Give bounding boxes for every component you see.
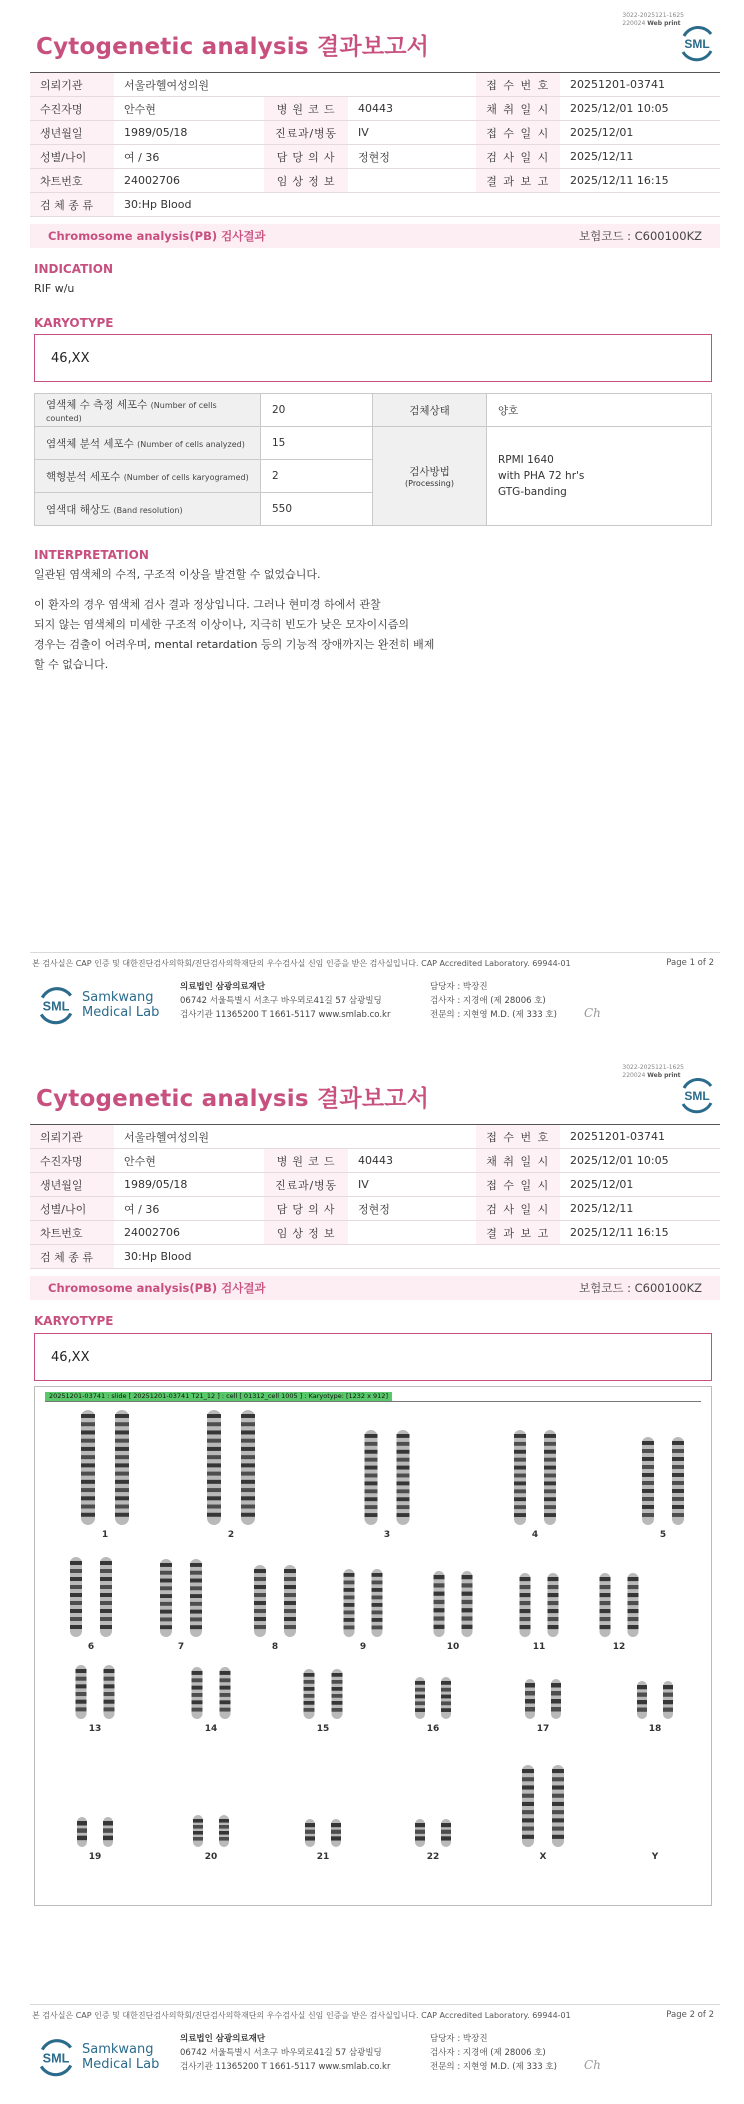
svg-text:SML: SML (684, 37, 710, 51)
chromosome-label: 20 (204, 1852, 218, 1862)
karyotype-box (34, 1333, 712, 1381)
chromosome-14 (220, 1667, 231, 1719)
karyogram-chromosomes (35, 1387, 711, 1905)
chromosome-7 (160, 1559, 172, 1637)
sml-logo-icon (36, 2037, 76, 2077)
chromosome-3 (397, 1430, 410, 1525)
patient-row: 검 체 종 류 30:Hp Blood (30, 1245, 720, 1269)
chromosome-5 (672, 1437, 684, 1525)
chromosome-label: 12 (612, 1642, 626, 1652)
chromosome-label: 10 (446, 1642, 460, 1652)
karyotype-value: 46,XX (51, 350, 90, 366)
sml-logo-icon (678, 24, 716, 62)
chromosome-10 (434, 1571, 445, 1637)
chromosome-6 (70, 1557, 82, 1637)
chromosome-label: X (539, 1852, 547, 1862)
print-code: 3022-2025121-1625 220024 Web print (622, 1064, 684, 1079)
patient-info-table (30, 72, 720, 217)
chromosome-12 (628, 1573, 639, 1637)
svg-text:SML: SML (684, 1089, 710, 1103)
page-number: Page 2 of 2 (666, 2010, 714, 2020)
chromosome-19 (77, 1817, 87, 1847)
chromosome-17 (525, 1679, 535, 1719)
chromosome-2 (207, 1410, 221, 1525)
interpretation-text: 일관된 염색체의 수적, 구조적 이상을 발견할 수 없었습니다. 이 환자의 경우 염색체 검사 결과 정상입니다. 그러나 현미경 하에서 관찰 되지 않는 염색체의 미세한 구조적 이상이나, 지극히 빈도가 낮은 모자이시즘의 경우는 검출이 어려우며, mental retardation 등의 기능적 장애까지는 완전히 배제 할 수 없습니다. (34, 568, 435, 671)
chromosome-6 (100, 1557, 112, 1637)
chromosome-13 (104, 1665, 115, 1719)
chromosome-label: 14 (204, 1724, 218, 1734)
samkwang-logo: SML Samkwang Medical Lab (36, 2032, 166, 2082)
patient-row: 수진자명 안수현 병 원 코 드 40443 채 취 일 시 2025/12/01 10:05 (30, 1149, 720, 1173)
section-bar: Chromosome analysis(PB) 검사결과 보험코드 : C600100KZ (30, 224, 720, 248)
chromosome-X (522, 1765, 534, 1847)
chromosome-1 (81, 1410, 95, 1525)
chromosome-21 (305, 1819, 315, 1847)
chromosome-label: 22 (426, 1852, 440, 1862)
chromosome-label: 11 (532, 1642, 546, 1652)
chromosome-label: Y (651, 1852, 659, 1862)
chromosome-10 (462, 1571, 473, 1637)
chromosome-label: 8 (271, 1642, 279, 1652)
print-code: 3022-2025121-1625 220024 Web print (622, 12, 684, 27)
chromosome-18 (663, 1681, 673, 1719)
chromosome-11 (520, 1573, 531, 1637)
patient-row: 생년월일 1989/05/18 진료과/병동 IV 접 수 일 시 2025/12/01 (30, 1173, 720, 1197)
patient-info-table (30, 1124, 720, 1269)
section-bar: Chromosome analysis(PB) 검사결과 보험코드 : C600100KZ (30, 1276, 720, 1300)
chromosome-5 (642, 1437, 654, 1525)
karyotype-heading: KARYOTYPE (34, 316, 114, 330)
chromosome-16 (441, 1677, 451, 1719)
interpretation-heading: INTERPRETATION (34, 548, 149, 562)
chromosome-label: 13 (88, 1724, 102, 1734)
patient-row: 차트번호 24002706 임 상 정 보 결 과 보 고 2025/12/11 16:15 (30, 169, 720, 193)
chromosome-label: 16 (426, 1724, 440, 1734)
chromosome-11 (548, 1573, 559, 1637)
footer-info: 의료법인 삼광의료재단 06742 서울특별시 서초구 바우뫼로41길 57 삼광빌딩 검사기관 11365200 T 1661-5117 www.smlab.co.kr (180, 2034, 391, 2072)
chromosome-3 (365, 1430, 378, 1525)
chromosome-label: 21 (316, 1852, 330, 1862)
karyogram-image (34, 1386, 712, 1906)
chromosome-1 (115, 1410, 129, 1525)
chromosome-label: 4 (531, 1530, 539, 1540)
footer-divider (30, 2004, 720, 2005)
footer-staff: 담당자 : 박장진 검사자 : 지경애 (제 28006 호) 전문의 : 지현영 M.D. (제 333 호) (430, 982, 557, 1020)
patient-row: 성별/나이 여 / 36 담 당 의 사 정현정 검 사 일 시 2025/12/11 (30, 1197, 720, 1221)
chromosome-label: 3 (383, 1530, 391, 1540)
karyogram-header: 20251201-03741 : slide [ 20251201-03741 T21_12 ] : cell [ 01312_cell 1005 ] : Karyotype: [1232 x 912] (45, 1392, 392, 1401)
chromosome-12 (600, 1573, 611, 1637)
report-title: Cytogenetic analysis 결과보고서 (36, 1086, 430, 1112)
chromosome-21 (331, 1819, 341, 1847)
chromosome-7 (190, 1559, 202, 1637)
patient-row: 의뢰기관 서울라헬여성의원 접 수 번 호 20251201-03741 (30, 73, 720, 97)
page-number: Page 1 of 2 (666, 958, 714, 968)
chromosome-20 (219, 1815, 229, 1847)
indication-text: RIF w/u (34, 282, 75, 295)
chromosome-14 (192, 1667, 203, 1719)
chromosome-8 (284, 1565, 296, 1637)
karyotype-box (34, 334, 712, 382)
chromosome-18 (637, 1681, 647, 1719)
chromosome-label: 2 (227, 1530, 235, 1540)
chromosome-label: 7 (177, 1642, 185, 1652)
svg-text:SML: SML (42, 2051, 70, 2066)
karyotype-heading: KARYOTYPE (34, 1314, 114, 1328)
chromosome-label: 19 (88, 1852, 102, 1862)
signature: Ch (584, 2058, 601, 2072)
chromosome-22 (415, 1819, 425, 1847)
report-title: Cytogenetic analysis 결과보고서 (36, 34, 430, 60)
chromosome-17 (551, 1679, 561, 1719)
chromosome-4 (544, 1430, 556, 1525)
samkwang-logo: SML Samkwang Medical Lab (36, 980, 166, 1030)
chromosome-label: 17 (536, 1724, 550, 1734)
chromosome-20 (193, 1815, 203, 1847)
footer-divider (30, 952, 720, 953)
chromosome-label: 6 (87, 1642, 95, 1652)
chromosome-8 (254, 1565, 266, 1637)
patient-row: 의뢰기관 서울라헬여성의원 접 수 번 호 20251201-03741 (30, 1125, 720, 1149)
chromosome-22 (441, 1819, 451, 1847)
signature: Ch (584, 1006, 601, 1020)
svg-text:SML: SML (42, 999, 70, 1014)
cell-analysis-table: 염색체 수 측정 세포수 (Number of cells counted) 20 검체상태 양호 염색체 분석 세포수 (Number of cells analyzed) 15 검사방법 (Processing) RPMI 1640 with PHA 72 hr's GTG-banding 핵형분석 세포수 (Number of cells karyogramed) 2 염색대 해상도 (Band resolution) 550 (34, 393, 712, 526)
chromosome-4 (514, 1430, 526, 1525)
sml-logo-icon (678, 1076, 716, 1114)
chromosome-15 (304, 1669, 315, 1719)
footer-staff: 담당자 : 박장진 검사자 : 지경애 (제 28006 호) 전문의 : 지현영 M.D. (제 333 호) (430, 2034, 557, 2072)
chromosome-9 (372, 1569, 383, 1637)
footer-info: 의료법인 삼광의료재단 06742 서울특별시 서초구 바우뫼로41길 57 삼광빌딩 검사기관 11365200 T 1661-5117 www.smlab.co.kr (180, 982, 391, 1020)
footer-note: 본 검사실은 CAP 인증 및 대한진단검사의학회/진단검사의학재단의 우수검사실 신임 인증을 받은 검사실입니다. CAP Accredited Laboratory. 69944-01 (32, 959, 571, 968)
footer-note: 본 검사실은 CAP 인증 및 대한진단검사의학회/진단검사의학재단의 우수검사실 신임 인증을 받은 검사실입니다. CAP Accredited Laboratory. 69944-01 (32, 2011, 571, 2020)
chromosome-label: 9 (359, 1642, 367, 1652)
sml-logo-icon (36, 985, 76, 1025)
patient-row: 수진자명 안수현 병 원 코 드 40443 채 취 일 시 2025/12/01 10:05 (30, 97, 720, 121)
chromosome-X (552, 1765, 564, 1847)
chromosome-label: 5 (659, 1530, 667, 1540)
chromosome-9 (344, 1569, 355, 1637)
chromosome-2 (241, 1410, 255, 1525)
patient-row: 성별/나이 여 / 36 담 당 의 사 정현정 검 사 일 시 2025/12/11 (30, 145, 720, 169)
chromosome-label: 15 (316, 1724, 330, 1734)
patient-row: 차트번호 24002706 임 상 정 보 결 과 보 고 2025/12/11 16:15 (30, 1221, 720, 1245)
indication-heading: INDICATION (34, 262, 113, 276)
chromosome-15 (332, 1669, 343, 1719)
patient-row: 생년월일 1989/05/18 진료과/병동 IV 접 수 일 시 2025/12/01 (30, 121, 720, 145)
chromosome-19 (103, 1817, 113, 1847)
chromosome-label: 18 (648, 1724, 662, 1734)
chromosome-label: 1 (101, 1530, 109, 1540)
chromosome-16 (415, 1677, 425, 1719)
karyotype-value: 46,XX (51, 1349, 90, 1365)
patient-row: 검 체 종 류 30:Hp Blood (30, 193, 720, 217)
chromosome-13 (76, 1665, 87, 1719)
